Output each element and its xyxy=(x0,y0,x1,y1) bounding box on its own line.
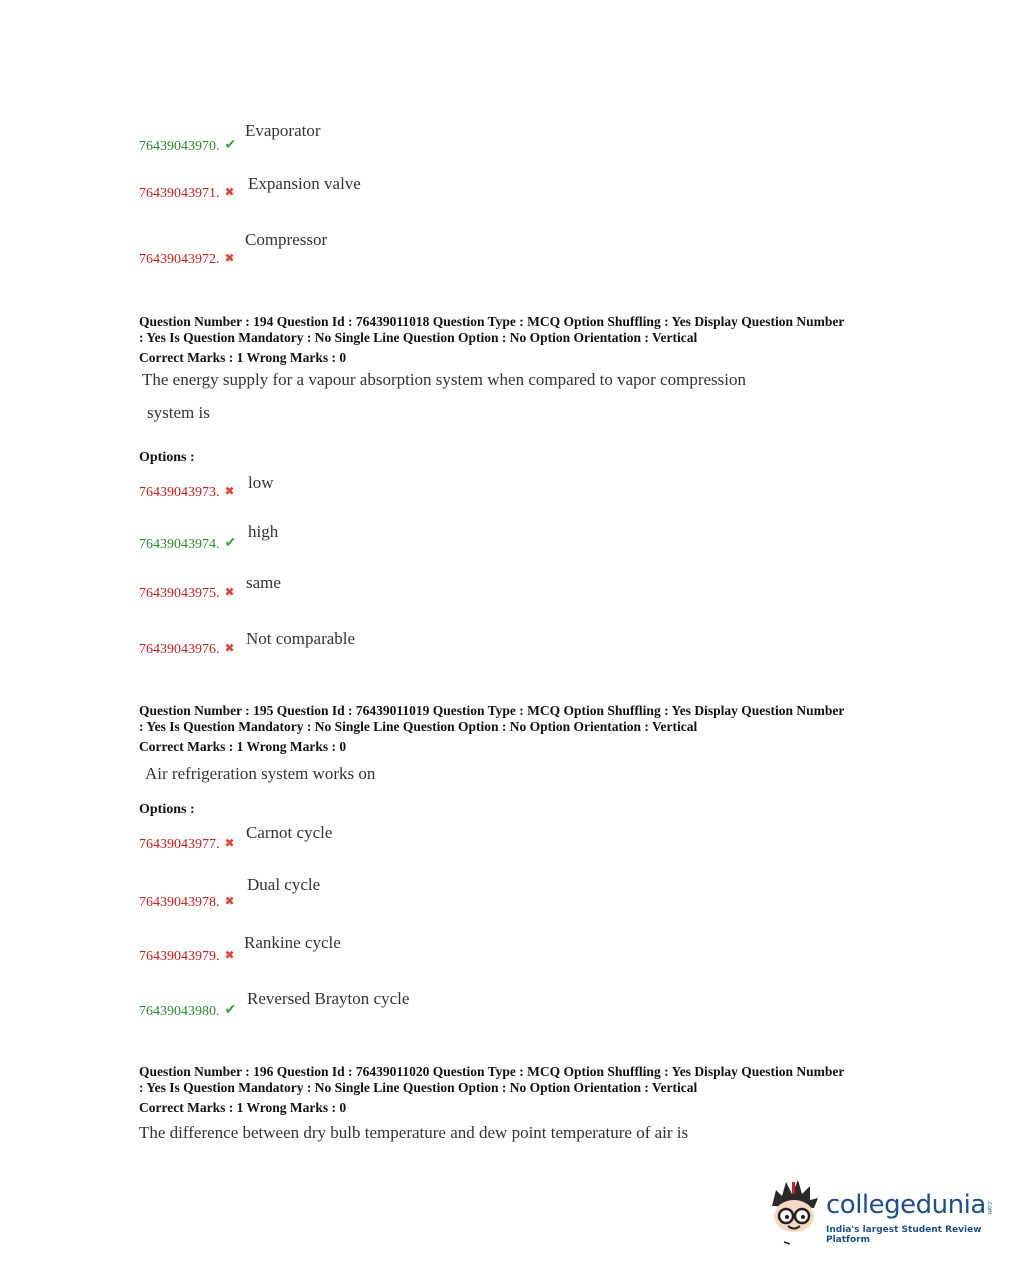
question-text: Air refrigeration system works on xyxy=(145,764,376,783)
option-id: 76439043971. ✖ xyxy=(139,185,235,201)
option-text: same xyxy=(246,573,281,592)
cross-icon: ✖ xyxy=(224,251,235,265)
check-icon: ✔ xyxy=(224,536,237,551)
option-id: 76439043977. ✖ xyxy=(139,836,235,852)
option-id: 76439043972. ✖ xyxy=(139,251,235,267)
options-label: Options : xyxy=(139,802,195,817)
cross-icon: ✖ xyxy=(224,484,235,498)
option-text: Evaporator xyxy=(245,121,321,140)
cross-icon: ✖ xyxy=(224,585,235,599)
option-text: low xyxy=(248,473,274,492)
cross-icon: ✖ xyxy=(224,641,235,655)
option-text: Not comparable xyxy=(246,629,356,648)
question-text: The difference between dry bulb temperature and dew point temperature of air is xyxy=(139,1123,689,1142)
option-id: 76439043970. ✔ xyxy=(139,138,237,154)
question-meta: Question Number : 196 Question Id : 76439011020 Question Type : MCQ Option Shuffling : Yes Display Question Number : Yes Is Question Mandatory : No Single Line Question Option : No Option Orientation : Vertical xyxy=(139,1064,845,1095)
option-text: high xyxy=(248,522,279,541)
option-text: Rankine cycle xyxy=(244,933,341,952)
collegedunia-logo xyxy=(766,1176,996,1248)
question-meta: Question Number : 194 Question Id : 76439011018 Question Type : MCQ Option Shuffling : Yes Display Question Number : Yes Is Question Mandatory : No Single Line Question Option : No Option Orientation : Vertical xyxy=(139,314,845,345)
mascot-icon xyxy=(766,1176,824,1248)
question-marks: Correct Marks : 1 Wrong Marks : 0 xyxy=(139,1100,347,1115)
option-text: Dual cycle xyxy=(247,875,321,894)
question-marks: Correct Marks : 1 Wrong Marks : 0 xyxy=(139,350,347,365)
cross-icon: ✖ xyxy=(224,836,235,850)
cross-icon: ✖ xyxy=(224,185,235,199)
logo-suffix: .com xyxy=(986,1200,993,1215)
option-text: Reversed Brayton cycle xyxy=(247,989,410,1008)
check-icon: ✔ xyxy=(224,138,237,153)
check-icon: ✔ xyxy=(224,1003,237,1018)
question-marks: Correct Marks : 1 Wrong Marks : 0 xyxy=(139,739,347,754)
option-id: 76439043978. ✖ xyxy=(139,894,235,910)
question-text: The energy supply for a vapour absorption system when compared to vapor compression xyxy=(142,370,746,389)
logo-name: collegedunia xyxy=(826,1190,986,1220)
cross-icon: ✖ xyxy=(224,894,235,908)
option-id: 76439043973. ✖ xyxy=(139,484,235,500)
question-text: system is xyxy=(147,403,210,422)
option-id: 76439043975. ✖ xyxy=(139,585,235,601)
option-id: 76439043980. ✔ xyxy=(139,1003,237,1019)
option-text: Compressor xyxy=(245,230,328,249)
logo-tagline: India's largest Student Review Platform xyxy=(826,1225,982,1245)
option-text: Expansion valve xyxy=(248,174,361,193)
cross-icon: ✖ xyxy=(224,948,235,962)
option-id: 76439043974. ✔ xyxy=(139,536,237,552)
options-label: Options : xyxy=(139,450,195,465)
option-id: 76439043979. ✖ xyxy=(139,948,235,964)
question-meta: Question Number : 195 Question Id : 76439011019 Question Type : MCQ Option Shuffling : Yes Display Question Number : Yes Is Question Mandatory : No Single Line Question Option : No Option Orientation : Vertical xyxy=(139,703,845,734)
option-id: 76439043976. ✖ xyxy=(139,641,235,657)
option-text: Carnot cycle xyxy=(246,823,333,842)
